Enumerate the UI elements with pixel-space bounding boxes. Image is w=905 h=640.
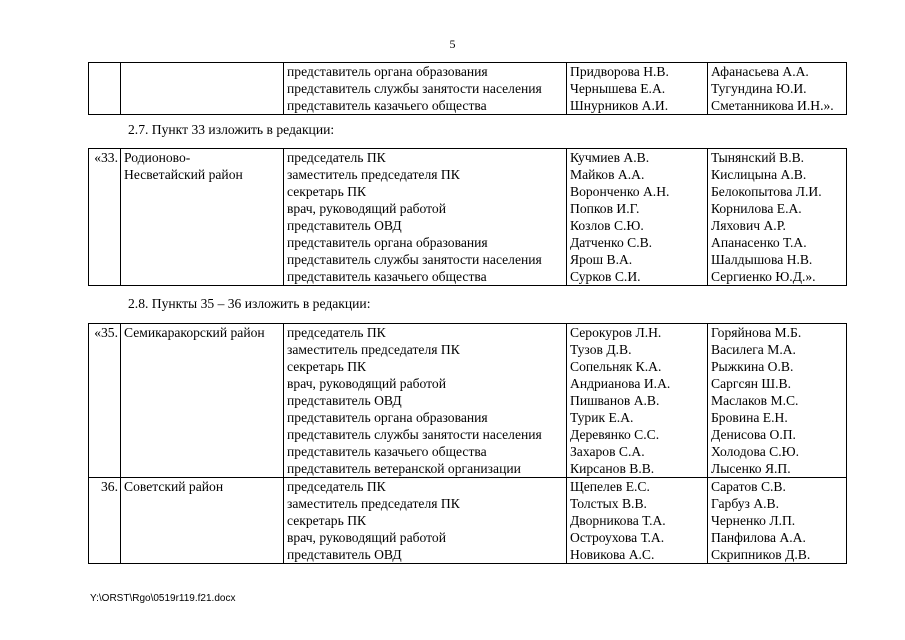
- member-name: Серокуров Л.Н.: [570, 325, 662, 340]
- role-line: врач, руководящий работой: [287, 530, 446, 545]
- member-name: Кучмиев А.В.: [570, 150, 650, 165]
- members-cell: [567, 478, 708, 564]
- member-name: Новикова А.С.: [570, 547, 655, 562]
- district-cell: [121, 324, 284, 478]
- reserves-cell: [708, 63, 847, 115]
- reserve-name: Тынянский В.В.: [711, 150, 805, 165]
- role-line: секретарь ПК: [287, 359, 367, 374]
- reserve-name: Панфилова А.А.: [711, 530, 806, 545]
- role-line: заместитель председателя ПК: [287, 167, 460, 182]
- reserve-name: Апанасенко Т.А.: [711, 235, 807, 250]
- members-cell: [567, 149, 708, 286]
- district-cell: [121, 149, 284, 286]
- table-row: [89, 63, 847, 115]
- member-name: Шнурников А.И.: [570, 98, 669, 113]
- district-line: Советский район: [124, 479, 224, 494]
- reserve-name: Сметанникова И.Н.».: [711, 98, 834, 113]
- member-name: Майков А.А.: [570, 167, 645, 182]
- item-number: 36.: [89, 478, 121, 564]
- reserve-name: Шалдышова Н.В.: [711, 252, 813, 267]
- member-name: Кирсанов В.В.: [570, 461, 655, 476]
- role-line: представитель казачьего общества: [287, 269, 487, 284]
- reserve-name: Холодова С.Ю.: [711, 444, 799, 459]
- role-line: представитель казачьего общества: [287, 98, 487, 113]
- district-line: Несветайский район: [124, 167, 243, 182]
- role-line: заместитель председателя ПК: [287, 342, 460, 357]
- roles-cell: [284, 63, 567, 115]
- role-line: представитель службы занятости населения: [287, 81, 542, 96]
- reserve-name: Корнилова Е.А.: [711, 201, 802, 216]
- role-line: представитель казачьего общества: [287, 444, 487, 459]
- district-cell: [121, 63, 284, 115]
- reserve-name: Лысенко Я.П.: [711, 461, 791, 476]
- role-line: представитель органа образования: [287, 235, 488, 250]
- district-line: [124, 63, 281, 80]
- reserve-name: Горяйнова М.Б.: [711, 325, 802, 340]
- table-row: [89, 324, 847, 478]
- role-line: врач, руководящий работой: [287, 201, 446, 216]
- table-items-35-36: [88, 323, 847, 564]
- member-name: Дворникова Т.А.: [570, 513, 666, 528]
- item-number: [89, 63, 121, 115]
- role-line: представитель ОВД: [287, 393, 402, 408]
- roles-cell: [284, 478, 567, 564]
- member-name: Турик Е.А.: [570, 410, 634, 425]
- reserves-cell: [708, 149, 847, 286]
- member-name: Пишванов А.В.: [570, 393, 660, 408]
- reserve-name: Тугундина Ю.И.: [711, 81, 807, 96]
- reserve-name: Ляхович А.Р.: [711, 218, 786, 233]
- role-line: представитель службы занятости населения: [287, 252, 542, 267]
- district-line: Родионово-: [124, 150, 191, 165]
- member-name: Козлов С.Ю.: [570, 218, 644, 233]
- member-name: Захаров С.А.: [570, 444, 645, 459]
- member-name: Придворова Н.В.: [570, 64, 669, 79]
- item-number: «35.: [89, 324, 121, 478]
- reserve-name: Сергиенко Ю.Д.».: [711, 269, 816, 284]
- reserves-cell: [708, 324, 847, 478]
- section-heading-2-7: 2.7. Пункт 33 изложить в редакции:: [128, 122, 335, 137]
- members-cell: [567, 63, 708, 115]
- role-line: секретарь ПК: [287, 184, 367, 199]
- member-name: Воронченко А.Н.: [570, 184, 670, 199]
- role-line: представитель службы занятости населения: [287, 427, 542, 442]
- reserve-name: Гарбуз А.В.: [711, 496, 779, 511]
- member-name: Тузов Д.В.: [570, 342, 632, 357]
- role-line: представитель ОВД: [287, 218, 402, 233]
- reserve-name: Бровина Е.Н.: [711, 410, 788, 425]
- member-name: Сурков С.И.: [570, 269, 641, 284]
- reserve-name: Скрипников Д.В.: [711, 547, 811, 562]
- role-line: заместитель председателя ПК: [287, 496, 460, 511]
- reserve-name: Маслаков М.С.: [711, 393, 799, 408]
- roles-cell: [284, 324, 567, 478]
- section-heading-2-8: 2.8. Пункты 35 – 36 изложить в редакции:: [128, 296, 371, 311]
- reserve-name: Кислицына А.В.: [711, 167, 807, 182]
- role-line: председатель ПК: [287, 325, 386, 340]
- role-line: председатель ПК: [287, 150, 386, 165]
- member-name: Чернышева Е.А.: [570, 81, 666, 96]
- page-number: 5: [449, 37, 456, 51]
- role-line: представитель органа образования: [287, 410, 488, 425]
- item-number: «33.: [89, 149, 121, 286]
- member-name: Остроухова Т.А.: [570, 530, 665, 545]
- reserve-name: Афанасьева А.А.: [711, 64, 809, 79]
- reserve-name: Василега М.А.: [711, 342, 796, 357]
- reserve-name: Черненко Л.П.: [711, 513, 796, 528]
- member-name: Ярош В.А.: [570, 252, 633, 267]
- reserve-name: Рыжкина О.В.: [711, 359, 794, 374]
- role-line: представитель ОВД: [287, 547, 402, 562]
- district-line: Семикаракорский район: [124, 325, 265, 340]
- table-continuation: [88, 62, 847, 115]
- reserve-name: Денисова О.П.: [711, 427, 796, 442]
- footer-file-path: Y:\ORST\Rgo\0519r119.f21.docx: [90, 593, 236, 604]
- members-cell: [567, 324, 708, 478]
- member-name: Андрианова И.А.: [570, 376, 671, 391]
- member-name: Щепелев Е.С.: [570, 479, 650, 494]
- table-row: [89, 149, 847, 286]
- reserve-name: Белокопытова Л.И.: [711, 184, 822, 199]
- member-name: Сопельняк К.А.: [570, 359, 662, 374]
- reserve-name: Саргсян Ш.В.: [711, 376, 792, 391]
- table-item-33: [88, 148, 847, 286]
- roles-cell: [284, 149, 567, 286]
- district-cell: [121, 478, 284, 564]
- reserves-cell: [708, 478, 847, 564]
- member-name: Толстых В.В.: [570, 496, 647, 511]
- table-row: [89, 478, 847, 564]
- role-line: представитель органа образования: [287, 64, 488, 79]
- role-line: председатель ПК: [287, 479, 386, 494]
- member-name: Попков И.Г.: [570, 201, 640, 216]
- reserve-name: Саратов С.В.: [711, 479, 786, 494]
- role-line: врач, руководящий работой: [287, 376, 446, 391]
- member-name: Деревянко С.С.: [570, 427, 660, 442]
- member-name: Датченко С.В.: [570, 235, 653, 250]
- role-line: представитель ветеранской организации: [287, 461, 521, 476]
- role-line: секретарь ПК: [287, 513, 367, 528]
